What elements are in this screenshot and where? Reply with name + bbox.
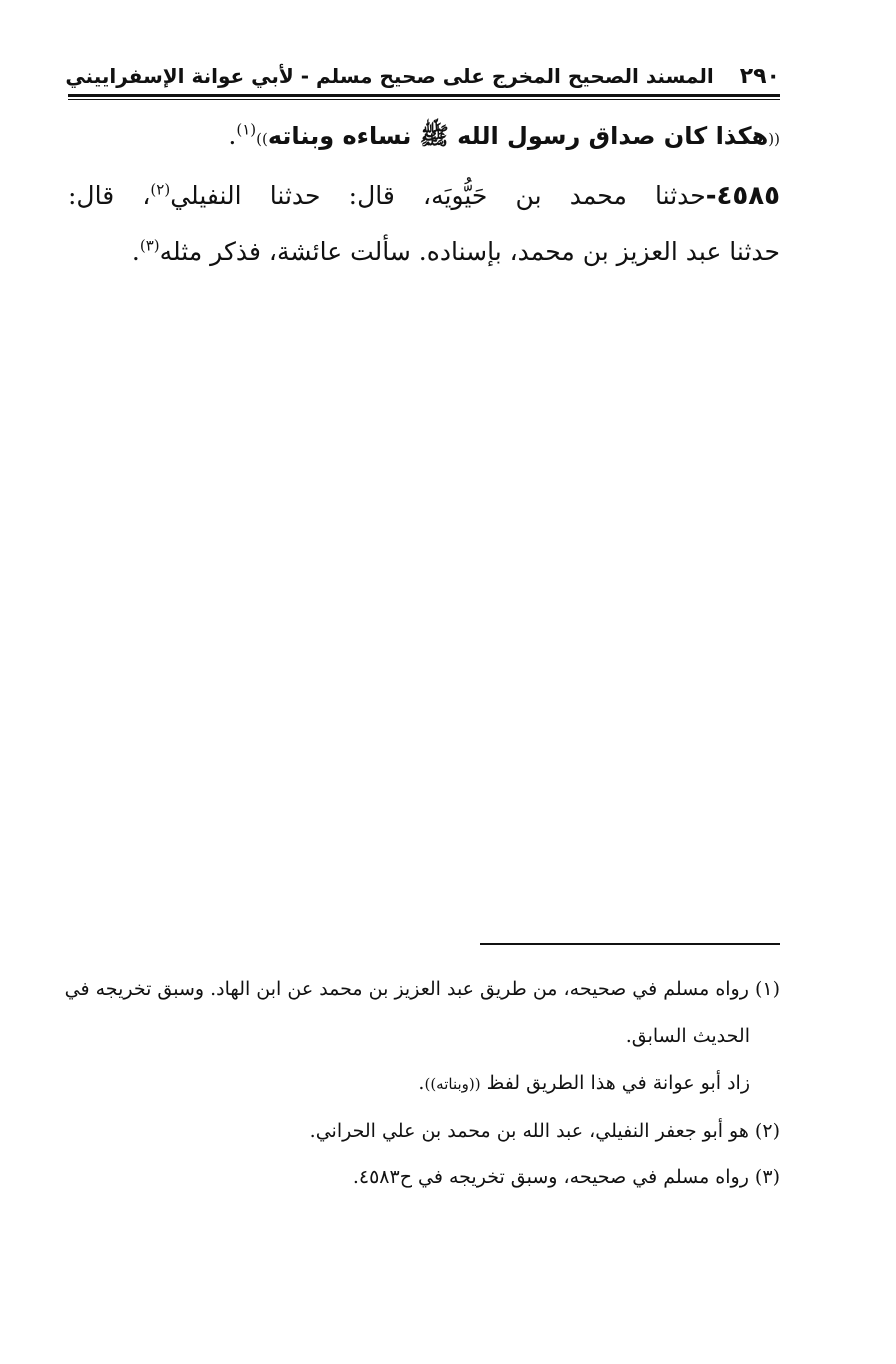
text-line-quote (68, 116, 780, 159)
isnad-text: حدثنا محمد بن حَيُّويَه، قال: حدثنا النفيلي (170, 181, 706, 210)
text-line-isnad (68, 232, 780, 272)
footnote-1-addition (72, 1068, 750, 1099)
footnote-1-quoted-word: ((وبناته)) (424, 1075, 481, 1093)
sentence-end: . (131, 237, 140, 266)
running-title: المسند الصحيح المخرج على صحيح مسلم - لأبي عوانة الإسفراييني (65, 64, 714, 88)
isnad-text-continued: ، قال: (68, 181, 151, 210)
footnote-ref-1[interactable]: (١) (236, 120, 257, 139)
footnote-ref-2[interactable]: (٢) (150, 180, 171, 199)
page-number: ٢٩٠ (739, 63, 780, 89)
header-rule (68, 94, 780, 97)
hadith-number: ٤٥٨٥ (716, 181, 781, 211)
matn-text: حدثنا عبد العزيز بن محمد، بإسناده. سألت عائشة، فذكر مثله (159, 237, 780, 266)
hadith-dash: - (705, 181, 717, 211)
footnote-1-addition-text: زاد أبو عوانة في هذا الطريق لفظ (486, 1072, 750, 1094)
quote-close: )) (256, 130, 268, 148)
footnote-ref-3[interactable]: (٣) (139, 236, 160, 255)
footnote-3: (٣) رواه مسلم في صحيحه، وسبق تخريجه في ح٤٥٨٣. (352, 1166, 780, 1188)
footnote-1-continuation: الحديث السابق. (625, 1025, 750, 1047)
quote-open: (( (768, 130, 780, 148)
page-header (65, 58, 780, 94)
footnote-1: (١) رواه مسلم في صحيحه، من طريق عبد العزيز بن محمد عن ابن الهاد. وسبق تخريجه في (64, 978, 780, 1000)
sentence-end: . (228, 121, 237, 150)
footnote-separator (480, 943, 780, 945)
footnote-2: (٢) هو أبو جعفر النفيلي، عبد الله بن محمد بن علي الحراني. (309, 1120, 780, 1142)
text-line-hadith (68, 176, 780, 216)
header-rule-thin (68, 99, 780, 100)
bold-quote-text: هكذا كان صداق رسول الله ﷺ نساءه وبناته (267, 122, 769, 150)
sentence-end: . (418, 1072, 425, 1094)
